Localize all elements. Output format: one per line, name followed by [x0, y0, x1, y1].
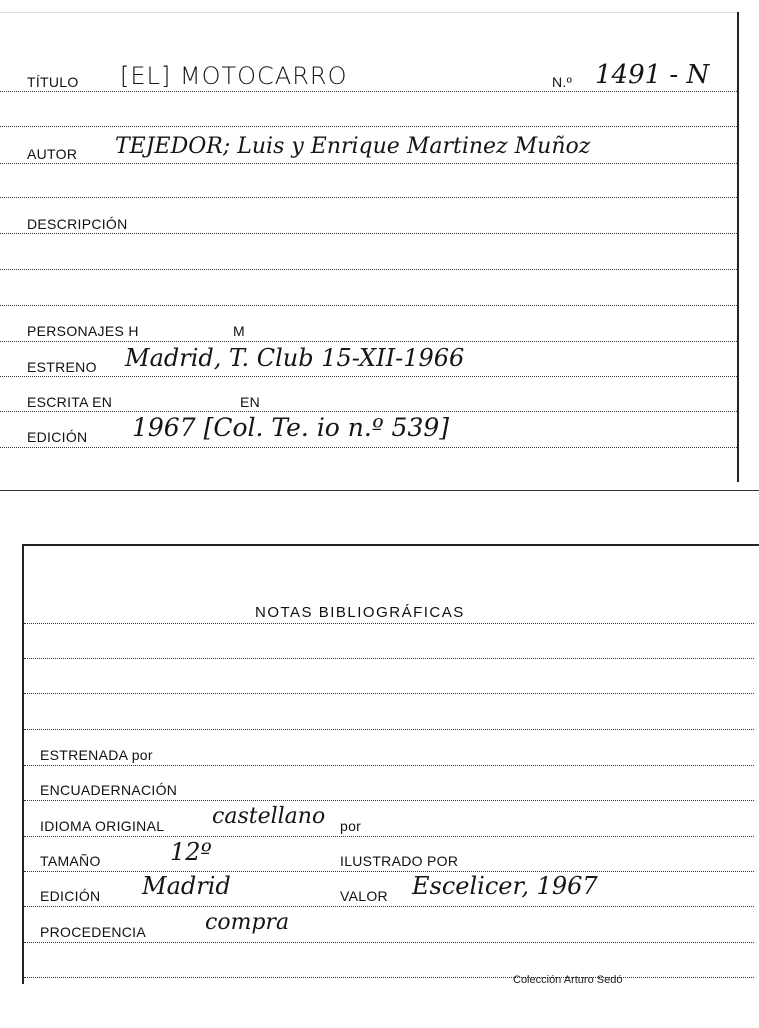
rule-line — [24, 658, 754, 659]
numero-value: 1491 - N — [595, 60, 710, 90]
rule-line — [0, 91, 737, 92]
tamano-value: 12º — [170, 838, 212, 866]
coleccion-footer: Colección Arturo Sedó — [513, 974, 623, 986]
rule-line — [0, 126, 737, 127]
edicion-value: Madrid — [142, 872, 231, 900]
catalog-card-front — [0, 0, 759, 500]
card-right-edge — [737, 12, 739, 482]
procedencia-value: compra — [205, 910, 290, 935]
valor-label: VALOR — [340, 888, 388, 904]
rule-line — [24, 906, 754, 907]
rule-line — [24, 693, 754, 694]
personajes-label: PERSONAJES H — [27, 323, 139, 339]
rule-line — [0, 197, 737, 198]
ilustrado-label: ILUSTRADO POR — [340, 853, 459, 869]
escrita-en-label: EN — [240, 394, 261, 410]
rule-line — [0, 411, 737, 412]
rule-line — [24, 729, 754, 730]
encuadernacion-label: ENCUADERNACIÓN — [40, 782, 178, 798]
rule-line — [24, 800, 754, 801]
rule-line — [0, 341, 737, 342]
descripcion-label: DESCRIPCIÓN — [27, 216, 128, 232]
idioma-label: IDIOMA ORIGINAL — [40, 818, 165, 834]
rule-line — [0, 305, 737, 306]
notas-title: NOTAS BIBLIOGRÁFICAS — [255, 604, 465, 621]
titulo-value: [EL] MOTOCARRO — [120, 62, 348, 90]
edicion-value: 1967 [Col. Te. io n.º 539] — [132, 413, 450, 442]
rule-line — [0, 163, 737, 164]
rule-line — [24, 942, 754, 943]
rule-line — [0, 269, 737, 270]
personajes-m-label: M — [233, 323, 245, 339]
rule-line — [0, 233, 737, 234]
card-separator — [0, 490, 759, 491]
edicion-label: EDICIÓN — [27, 429, 88, 445]
estreno-value: Madrid, T. Club 15-XII-1966 — [125, 344, 465, 372]
card-left-edge — [22, 544, 24, 984]
tamano-label: TAMAÑO — [40, 853, 101, 869]
rule-line — [0, 447, 737, 448]
valor-value: Escelicer, 1967 — [412, 872, 598, 900]
rule-line — [24, 977, 754, 978]
autor-value: TEJEDOR; Luis y Enrique Martinez Muñoz — [115, 134, 591, 159]
card-top-edge — [24, 544, 759, 546]
rule-line — [24, 836, 754, 837]
titulo-label: TÍTULO — [27, 74, 79, 90]
idioma-value: castellano — [212, 804, 326, 829]
rule-line — [24, 623, 754, 624]
autor-label: AUTOR — [27, 146, 78, 162]
escrita-label: ESCRITA EN — [27, 394, 113, 410]
card-top-edge — [0, 12, 737, 13]
rule-line — [0, 376, 737, 377]
edicion-label: EDICIÓN — [40, 888, 101, 904]
idioma-por-label: por — [340, 818, 362, 834]
rule-line — [24, 765, 754, 766]
numero-label: N.º — [552, 74, 573, 90]
rule-line — [24, 871, 754, 872]
procedencia-label: PROCEDENCIA — [40, 924, 146, 940]
estrenada-label: ESTRENADA por — [40, 747, 153, 763]
estreno-label: ESTRENO — [27, 359, 97, 375]
